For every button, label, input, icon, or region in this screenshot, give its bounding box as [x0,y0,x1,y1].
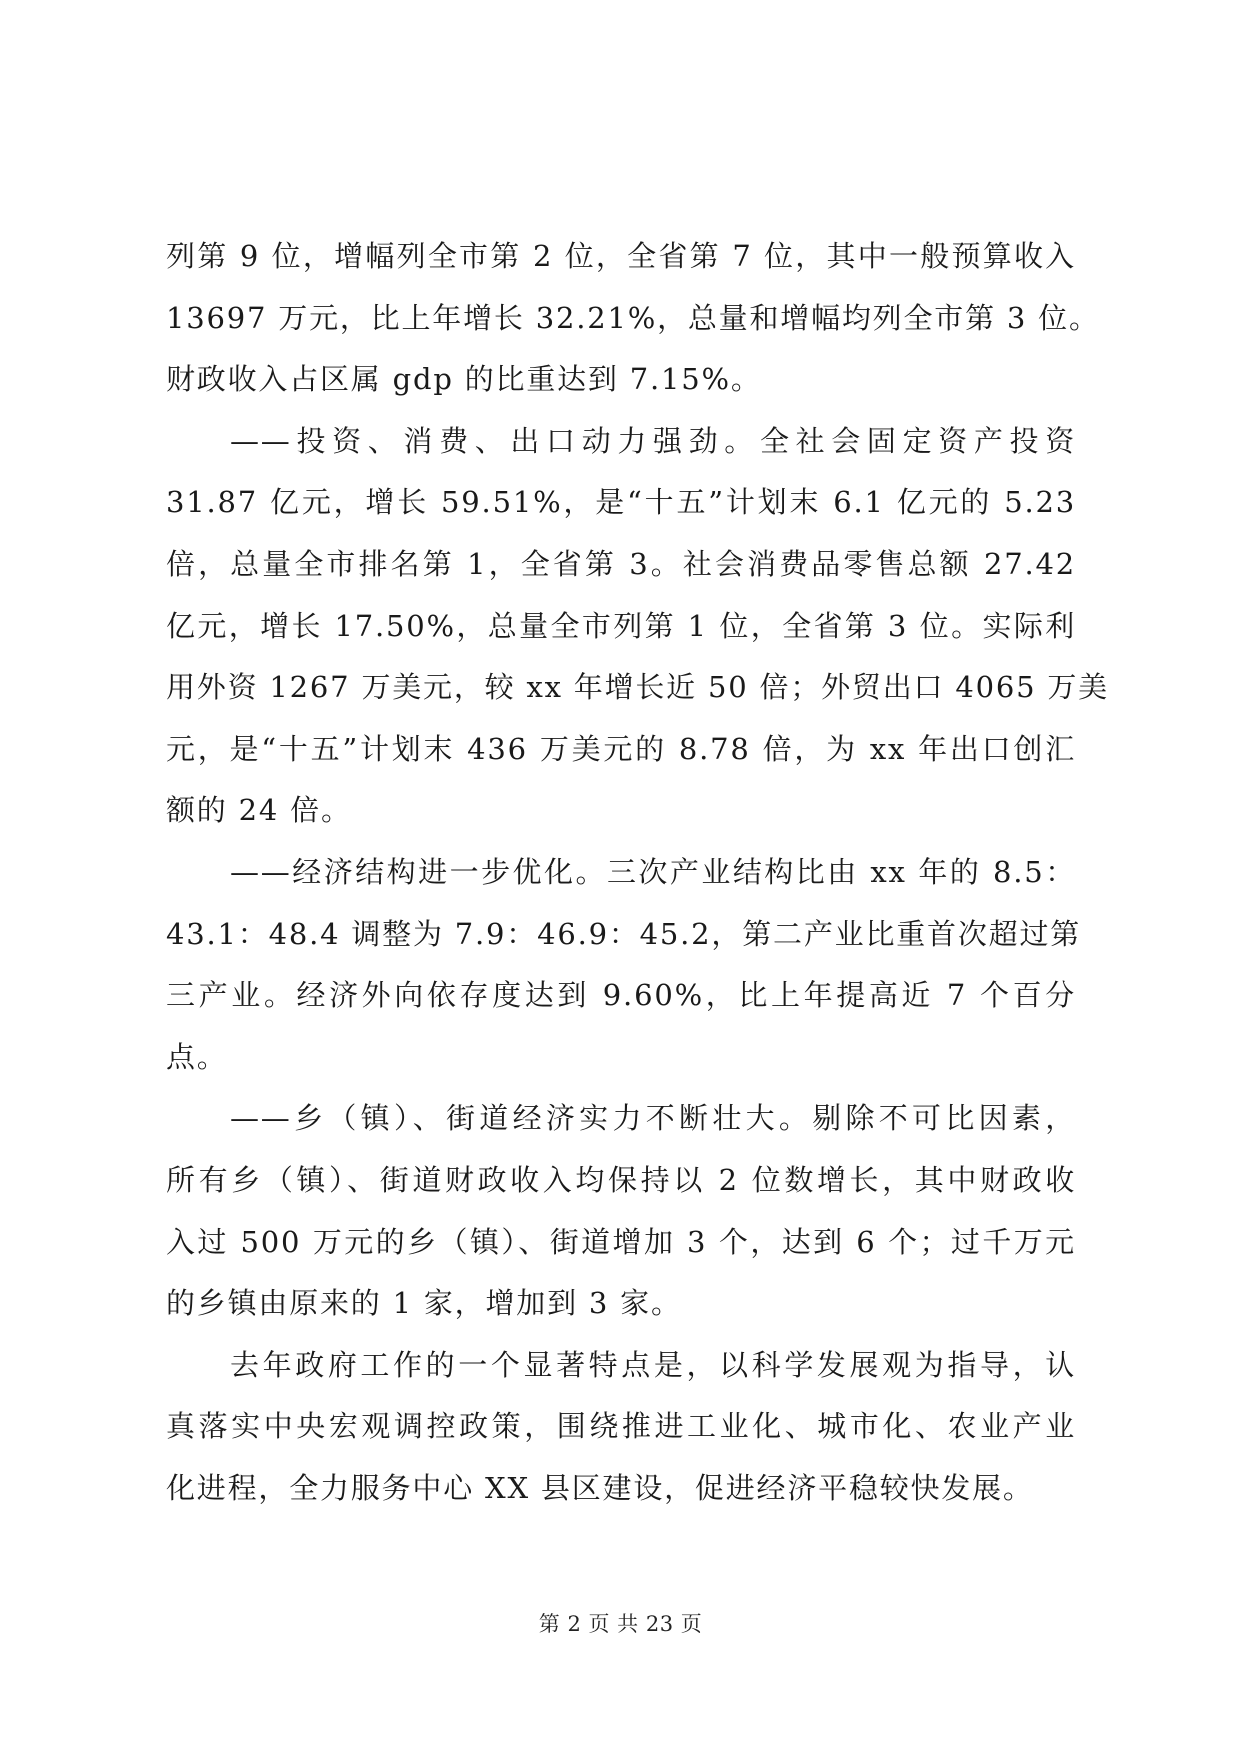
text-line: 化进程，全力服务中心 XX 县区建设，促进经济平稳较快发展。 [166,1470,1034,1505]
text-line: 用外资 1267 万美元，较 xx 年增长近 50 倍；外贸出口 4065 万美 [166,670,1109,705]
body-text [166,226,1109,1519]
text-line: 去年政府工作的一个显著特点是，以科学发展观为指导，认 [230,1347,1076,1382]
text-line: 43.1：48.4 调整为 7.9：46.9：45.2，第二产业比重首次超过第 [166,916,1082,951]
text-line: 13697 万元，比上年增长 32.21%，总量和增幅均列全市第 3 位。 [166,300,1100,335]
text-line: 倍，总量全市排名第 1，全省第 3。社会消费品零售总额 27.42 [166,546,1076,581]
text-line: 财政收入占区属 gdp 的比重达到 7.15%。 [166,362,762,397]
text-line: ——投资、消费、出口动力强劲。全社会固定资产投资 [230,423,1076,458]
text-line: 三产业。经济外向依存度达到 9.60%，比上年提高近 7 个百分 [166,978,1076,1013]
text-line: 列第 9 位，增幅列全市第 2 位，全省第 7 位，其中一般预算收入 [166,239,1076,273]
page-number-footer: 第 2 页 共 23 页 [538,1612,703,1636]
text-line: 入过 500 万元的乡（镇）、街道增加 3 个，达到 6 个；过千万元 [166,1224,1076,1259]
text-line: 真落实中央宏观调控政策，围绕推进工业化、城市化、农业产业 [166,1409,1076,1444]
text-line: ——乡（镇）、街道经济实力不断壮大。剔除不可比因素， [230,1101,1076,1136]
text-line: 元，是“十五”计划末 436 万美元的 8.78 倍，为 xx 年出口创汇 [166,731,1076,766]
text-line: 亿元，增长 17.50%，总量全市列第 1 位，全省第 3 位。实际利 [166,608,1076,643]
text-line: 所有乡（镇）、街道财政收入均保持以 2 位数增长，其中财政收 [166,1162,1076,1197]
text-line: 31.87 亿元，增长 59.51%，是“十五”计划末 6.1 亿元的 5.23 [166,485,1076,520]
text-line: 额的 24 倍。 [166,793,352,828]
text-line: 的乡镇由原来的 1 家，增加到 3 家。 [166,1286,682,1321]
text-line: ——经济结构进一步优化。三次产业结构比由 xx 年的 8.5： [230,854,1076,889]
text-line: 点。 [166,1039,228,1074]
